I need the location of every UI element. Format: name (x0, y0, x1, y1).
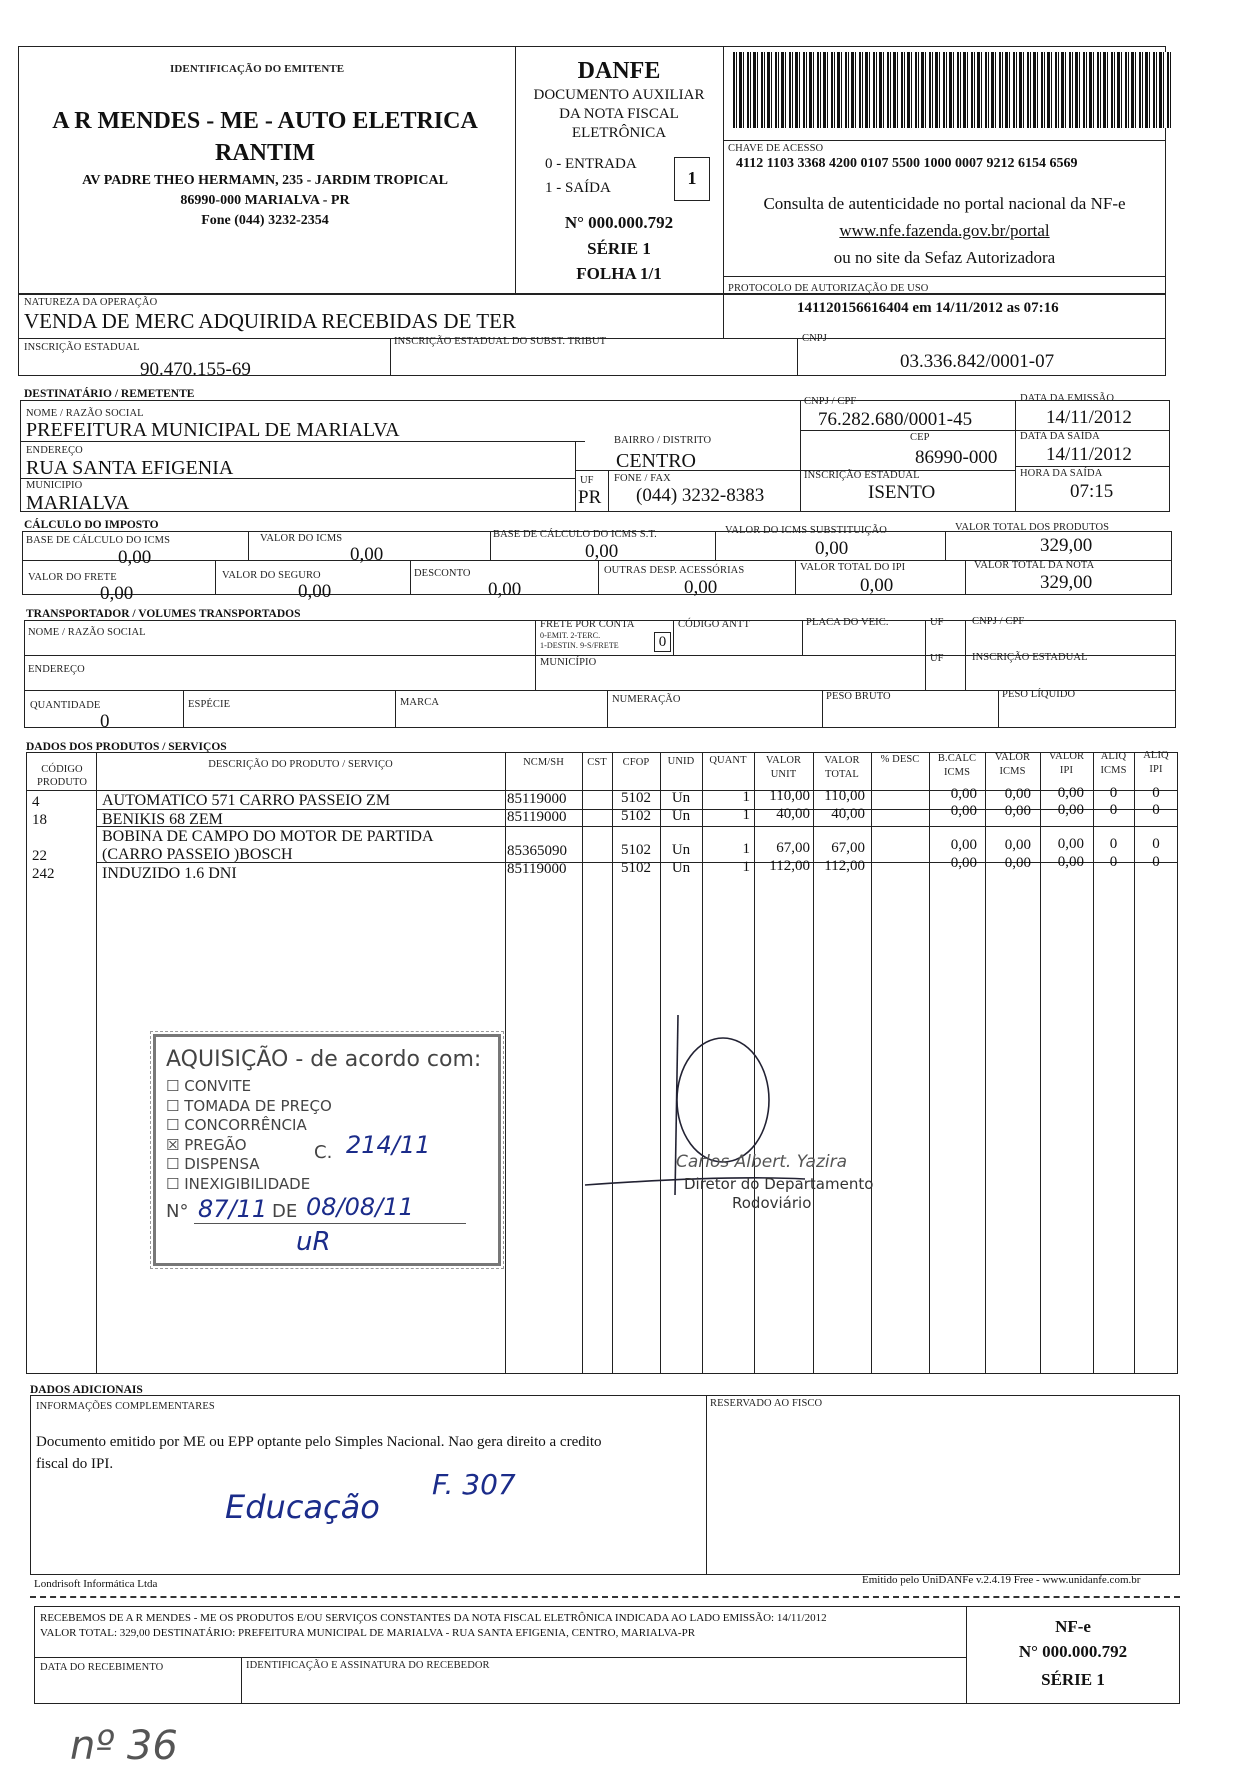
canhoto-serie: SÉRIE 1 (1041, 1670, 1105, 1689)
transp-endereco-label: ENDEREÇO (28, 664, 85, 675)
dest-municipio-label: MUNICIPIO (26, 480, 83, 491)
h-vicms-1: VALOR (994, 752, 1031, 763)
stamp-n-label: N° (166, 1201, 189, 1222)
ie-st-label: INSCRIÇÃO ESTADUAL DO SUBST. TRIBUT (394, 336, 607, 347)
canhoto-numero: N° 000.000.792 (1018, 1642, 1128, 1661)
transp-ie-label: INSCRIÇÃO ESTADUAL (972, 652, 1088, 663)
desconto: 0,00 (488, 579, 522, 600)
canhoto-nfe: NF-e (1055, 1617, 1091, 1636)
h-unid: UNID (667, 756, 695, 767)
dest-bairro-label: BAIRRO / DISTRITO (614, 435, 712, 446)
dest-cnpj: 76.282.680/0001-45 (818, 409, 973, 430)
transp-frete-opt1: 0-EMIT. 2-TERC. (540, 631, 601, 640)
transp-numeracao-label: NUMERAÇÃO (612, 694, 681, 705)
dest-cep: 86990-000 (915, 447, 998, 468)
emitente-phone: Fone (044) 3232-2354 (201, 213, 329, 228)
h-vtotal-2: TOTAL (825, 769, 859, 780)
dest-uf: PR (578, 487, 602, 508)
h-aipi-1: ALIQ (1143, 750, 1169, 761)
h-vipi-1: VALOR (1048, 751, 1085, 762)
handwritten-folha: F. 307 (432, 1468, 516, 1501)
v-prod: 329,00 (1040, 535, 1093, 556)
transp-municipio-label: MUNICÍPIO (540, 657, 597, 668)
danfe-sub-3: ELETRÔNICA (571, 125, 667, 141)
cnpj-label: CNPJ (802, 333, 827, 344)
stamp-title: AQUISIÇÃO - de acordo com: (166, 1047, 482, 1072)
natureza-value: VENDA DE MERC ADQUIRIDA RECEBIDAS DE TER (24, 309, 516, 333)
cnpj-value: 03.336.842/0001-07 (900, 351, 1055, 372)
outras: 0,00 (684, 577, 718, 598)
frete-label: VALOR DO FRETE (28, 572, 117, 583)
h-vicms-2: ICMS (999, 766, 1026, 777)
danfe-numero: N° 000.000.792 (564, 213, 674, 232)
consulta-url[interactable]: www.nfe.fazenda.gov.br/portal (839, 221, 1050, 240)
frete: 0,00 (100, 583, 134, 604)
transp-placa-label: PLACA DO VEIC. (806, 617, 889, 628)
h-codigo-1: CÓDIGO (41, 764, 83, 775)
stamp-option: ☐ DISPENSA (166, 1155, 260, 1173)
danfe-folha: FOLHA 1/1 (576, 264, 662, 283)
transp-marca-label: MARCA (400, 697, 440, 708)
transp-uf2-label: UF (930, 653, 944, 664)
stamp-c-label: C. (314, 1142, 333, 1163)
transp-qtd-label: QUANTIDADE (30, 700, 101, 711)
transp-antt-label: CÓDIGO ANTT (678, 619, 750, 630)
bc-st: 0,00 (585, 541, 619, 562)
info-line-2: fiscal do IPI. (36, 1456, 114, 1472)
transp-qtd: 0 (100, 711, 110, 732)
v-st: 0,00 (815, 538, 849, 559)
seguro: 0,00 (298, 581, 332, 602)
ie-label: INSCRIÇÃO ESTADUAL (24, 342, 140, 353)
danfe-saida: 1 - SAÍDA (545, 180, 611, 196)
consulta-line-2: ou no site da Sefaz Autorizadora (833, 248, 1056, 267)
ipi-label: VALOR TOTAL DO IPI (800, 562, 906, 573)
natureza-label: NATUREZA DA OPERAÇÃO (24, 297, 158, 308)
transp-especie-label: ESPÉCIE (188, 699, 231, 710)
barcode (733, 52, 1173, 128)
handwritten-educacao: Educação (225, 1488, 380, 1526)
dest-emissao: 14/11/2012 (1046, 407, 1132, 428)
fisco-label: RESERVADO AO FISCO (710, 1398, 823, 1409)
emitente-address: AV PADRE THEO HERMAMN, 235 - JARDIM TROPICAL (82, 173, 448, 188)
signature-role-2: Rodoviário (732, 1194, 812, 1212)
stamp-option-checked: ☒ PREGÃO (166, 1136, 247, 1154)
bc-icms: 0,00 (118, 547, 152, 568)
h-vtotal-1: VALOR (824, 755, 860, 766)
transp-bruto-label: PESO BRUTO (826, 691, 891, 702)
dest-endereco-label: ENDEREÇO (26, 445, 83, 456)
h-codigo-2: PRODUTO (36, 777, 88, 788)
dest-nome-label: NOME / RAZÃO SOCIAL (26, 408, 144, 419)
danfe-serie: SÉRIE 1 (587, 239, 651, 258)
danfe-sub-2: DA NOTA FISCAL (559, 106, 679, 122)
ie-value: 90.470.155-69 (140, 359, 251, 380)
signature-name: Carlos Albert. Yazira (676, 1152, 848, 1172)
cut-line (30, 1596, 1180, 1598)
signature-role-1: Diretor do Departamento (684, 1175, 874, 1193)
footer-right: Emitido pelo UniDANFe v.2.4.19 Free - www.unidanfe.com.br (862, 1574, 1141, 1586)
stamp-option: ☐ CONVITE (166, 1077, 252, 1095)
h-aipi-2: IPI (1149, 764, 1163, 775)
stamp-option: ☐ TOMADA DE PREÇO (166, 1097, 332, 1115)
info-line-1: Documento emitido por ME ou EPP optante pelo Simples Nacional. Nao gera direito a credito (36, 1434, 602, 1450)
imposto-section: CÁLCULO DO IMPOSTO (24, 519, 159, 531)
h-bcalc-1: B.CALC (937, 753, 977, 764)
nota-label: VALOR TOTAL DA NOTA (974, 560, 1095, 571)
dest-emissao-label: DATA DA EMISSÃO (1020, 393, 1115, 404)
outras-label: OUTRAS DESP. ACESSÓRIAS (604, 565, 745, 576)
h-desc: % DESC (880, 754, 920, 765)
h-descricao: DESCRIÇÃO DO PRODUTO / SERVIÇO (208, 759, 393, 770)
stamp-c-value: 214/11 (346, 1131, 431, 1159)
h-bcalc-2: ICMS (943, 767, 971, 778)
dest-cep-label: CEP (910, 432, 930, 443)
transp-nome-label: NOME / RAZÃO SOCIAL (28, 627, 146, 638)
bc-st-label: BASE DE CÁLCULO DO ICMS S.T. (493, 529, 657, 540)
danfe-tipo-box: 1 (674, 157, 710, 201)
transp-frete-opt2: 1-DESTIN. 9-S/FRETE (540, 641, 619, 650)
stamp-initials: uR (296, 1227, 331, 1257)
dest-saida-label: DATA DA SAÍDA (1020, 431, 1100, 442)
emitente-label: IDENTIFICAÇÃO DO EMITENTE (170, 63, 345, 75)
canhoto-text-1: RECEBEMOS DE A R MENDES - ME OS PRODUTOS E/OU SERVIÇOS CONSTANTES DA NOTA FISCAL ELETRÔNICA INDICADA AO LADO EMISSÃO: 14/11/2012 (40, 1612, 827, 1624)
dest-ie-label: INSCRIÇÃO ESTADUAL (804, 470, 920, 481)
h-vipi-2: IPI (1059, 765, 1074, 776)
transp-uf-label: UF (930, 617, 944, 628)
emitente-name-1: A R MENDES - ME - AUTO ELETRICA (52, 108, 478, 134)
destinatario-section: DESTINATÁRIO / REMETENTE (24, 388, 195, 400)
canhoto-text-2: VALOR TOTAL: 329,00 DESTINATÁRIO: PREFEITURA MUNICIPAL DE MARIALVA - RUA SANTA EFIGENIA, CENTRO, MARIALVA-PR (40, 1627, 696, 1639)
stamp-option: ☐ INEXIGIBILIDADE (166, 1175, 311, 1193)
transp-frete-val: 0 (654, 632, 671, 652)
dest-uf-label: UF (580, 475, 594, 486)
nota: 329,00 (1040, 572, 1093, 593)
h-vunit-2: UNIT (770, 769, 797, 780)
chave-value: 4112 1103 3368 4200 0107 5500 1000 0007 9212 6154 6569 (736, 156, 1078, 171)
h-aicms-2: ICMS (1100, 765, 1127, 776)
bc-icms-label: BASE DE CÁLCULO DO ICMS (26, 535, 171, 546)
dest-hora-label: HORA DA SAÍDA (1020, 468, 1103, 479)
aquisicao-stamp (153, 1034, 501, 1266)
h-cfop: CFOP (622, 757, 650, 768)
transp-liquido-label: PESO LÍQUIDO (1002, 689, 1076, 700)
h-ncm: NCM/SH (523, 757, 564, 768)
emitente-city: 86990-000 MARIALVA - PR (180, 193, 350, 208)
h-quant: QUANT (709, 755, 747, 766)
dest-hora: 07:15 (1070, 481, 1114, 502)
v-st-label: VALOR DO ICMS SUBSTITUIÇÃO (725, 525, 887, 536)
danfe-title: DANFE (577, 58, 661, 84)
canhoto-data-label: DATA DO RECEBIMENTO (40, 1662, 164, 1673)
stamp-n-value: 87/11 (198, 1195, 268, 1223)
danfe-sub-1: DOCUMENTO AUXILIAR (533, 87, 705, 103)
h-vunit-1: VALOR (765, 755, 802, 766)
dest-municipio: MARIALVA (26, 492, 130, 514)
stamp-de-value: 08/08/11 (306, 1193, 414, 1221)
adicionais-box (30, 1395, 1180, 1575)
dest-fone: (044) 3232-8383 (636, 485, 765, 506)
transp-frete-label: FRETE POR CONTA (540, 619, 635, 630)
protocolo-label: PROTOCOLO DE AUTORIZAÇÃO DE USO (728, 283, 929, 294)
danfe-entrada: 0 - ENTRADA (545, 156, 637, 172)
produtos-section: DADOS DOS PRODUTOS / SERVIÇOS (26, 741, 227, 753)
dest-cnpj-label: CNPJ / CPF (804, 396, 857, 407)
dest-bairro: CENTRO (616, 450, 696, 472)
dest-endereco: RUA SANTA EFIGENIA (26, 457, 234, 479)
emitente-name-2: RANTIM (215, 140, 315, 166)
dest-fone-label: FONE / FAX (614, 473, 671, 484)
dest-nome: PREFEITURA MUNICIPAL DE MARIALVA (26, 419, 400, 441)
ipi: 0,00 (860, 575, 894, 596)
chave-label: CHAVE DE ACESSO (728, 143, 824, 154)
desconto-label: DESCONTO (414, 568, 471, 579)
v-icms-label: VALOR DO ICMS (260, 533, 343, 544)
transp-cnpj-label: CNPJ / CPF (972, 616, 1025, 627)
protocolo-value: 141120156616404 em 14/11/2012 as 07:16 (797, 300, 1059, 316)
seguro-label: VALOR DO SEGURO (222, 570, 321, 581)
canhoto-assinatura-label: IDENTIFICAÇÃO E ASSINATURA DO RECEBEDOR (246, 1660, 490, 1671)
info-label: INFORMAÇÕES COMPLEMENTARES (36, 1401, 215, 1412)
dest-saida: 14/11/2012 (1046, 444, 1132, 465)
v-prod-label: VALOR TOTAL DOS PRODUTOS (955, 522, 1110, 533)
stamp-option: ☐ CONCORRÊNCIA (166, 1116, 307, 1134)
h-cst: CST (587, 757, 607, 768)
h-aicms-1: ALIQ (1100, 751, 1127, 762)
dest-ie: ISENTO (868, 482, 936, 503)
page-note: nº 36 (70, 1723, 178, 1769)
v-icms: 0,00 (350, 544, 384, 565)
adicionais-section: DADOS ADICIONAIS (30, 1384, 143, 1396)
consulta-line-1: Consulta de autenticidade no portal nacional da NF-e (763, 194, 1126, 213)
stamp-de-label: DE (272, 1201, 298, 1222)
footer-left: Londrisoft Informática Ltda (34, 1578, 158, 1590)
transportador-section: TRANSPORTADOR / VOLUMES TRANSPORTADOS (26, 608, 301, 620)
